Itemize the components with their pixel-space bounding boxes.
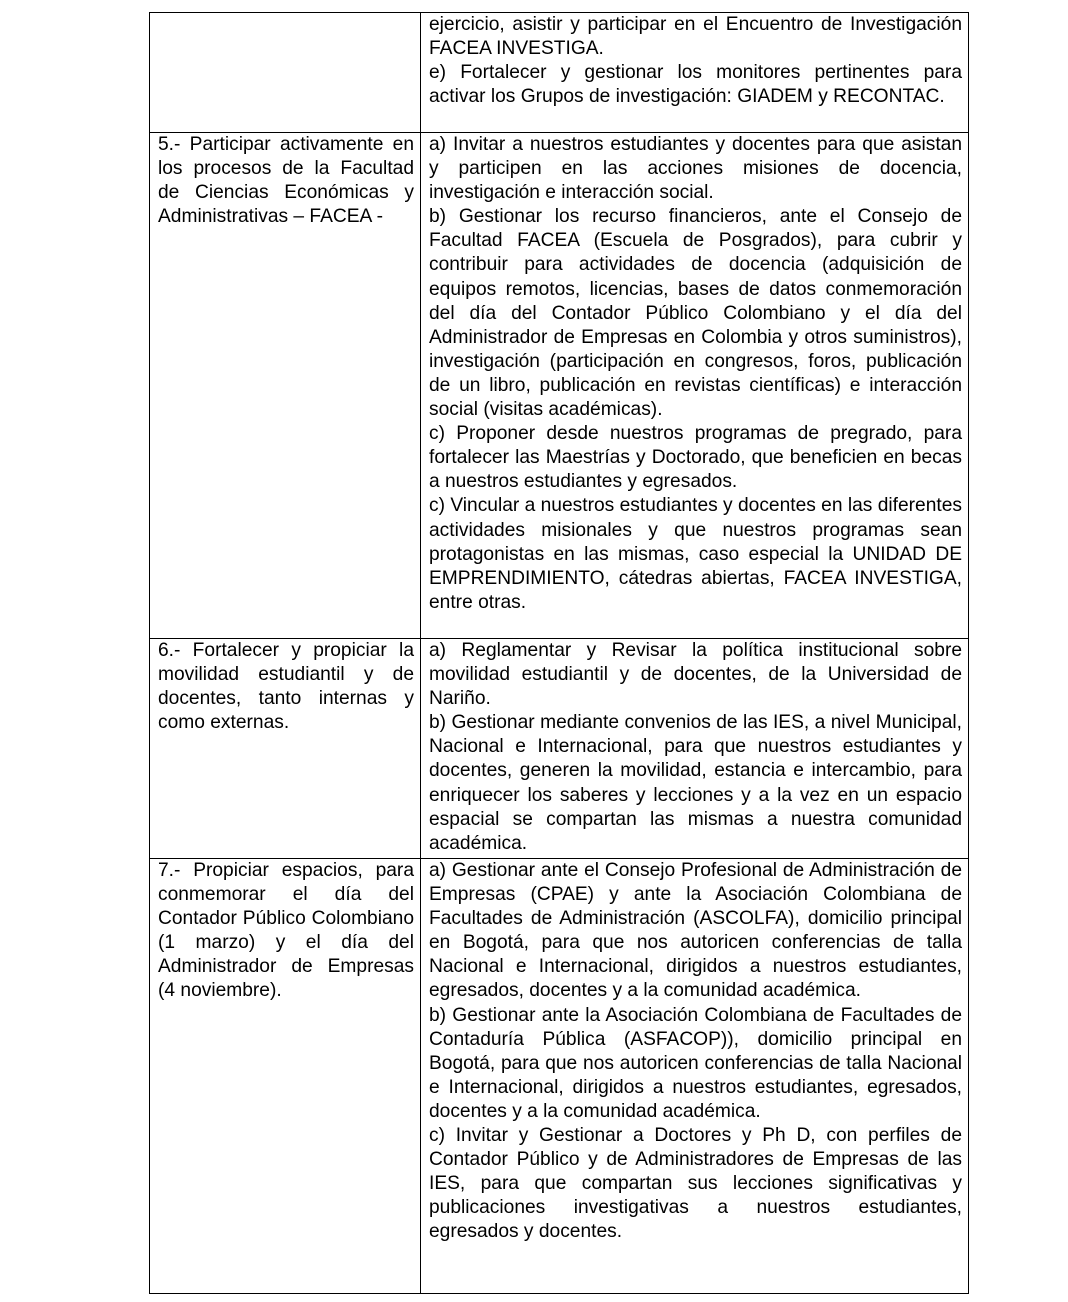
action-item: e) Fortalecer y gestionar los monitores pertinentes para activar los Grupos de investigación: GIADEM y RECONTAC. [429,62,962,108]
action-item: c) Proponer desde nuestros programas de pregrado, para fortalecer las Maestrías y Doctorado, que beneficien en becas a nuestros estudiantes y egresados. [429,423,962,493]
objective-cell: 5.- Participar activamente en los procesos de la Facultad de Ciencias Económicas y Administrativas – FACEA - [150,133,421,639]
action-item: b) Gestionar mediante convenios de las IES, a nivel Municipal, Nacional e Internacional, para que nuestros estudiantes y docentes, generen la movilidad, estancia e intercambio, para enriquecer los saberes y lecciones y a la vez en un espacio espacial se compartan las mismas a nuestra comunidad académica. [429,712,962,854]
action-item: c) Vincular a nuestros estudiantes y docentes en las diferentes actividades misionales y que nuestros programas sean protagonistas en las mismas, caso especial la UNIDAD DE EMPRENDIMIENTO, cátedras abiertas, FACEA INVESTIGA, entre otras. [429,495,962,613]
table-row [150,13,969,133]
action-item: a) Reglamentar y Revisar la política institucional sobre movilidad estudiantil y de docentes, de la Universidad de Nariño. [429,640,962,710]
table-row [150,639,969,859]
actions-cell [421,13,969,133]
table-row [150,133,969,639]
action-item: ejercicio, asistir y participar en el Encuentro de Investigación FACEA INVESTIGA. [429,14,962,60]
action-item: b) Gestionar ante la Asociación Colombiana de Facultades de Contaduría Pública (ASFACOP)), domicilio principal en Bogotá, para que nos autoricen conferencias de talla Nacional e Internacional, dirigidos a nuestros estudiantes, egresados, docentes y a la comunidad académica. [429,1004,962,1122]
action-item: b) Gestionar los recurso financieros, ante el Consejo de Facultad FACEA (Escuela de Posgrados), para cubrir y contribuir para actividades de docencia (adquisición de equipos remotos, licencias, bases de datos conmemoración del día del Contador Público Colombiano y el día del Administrador de Empresas en Colombia y otros suministros), investigación (participación en congresos, foros, publicación de un libro, publicación en revistas científicas) e interacción social (visitas académicas). [429,206,962,421]
objective-cell: 7.- Propiciar espacios, para conmemorar el día del Contador Público Colombiano (1 marzo) y el día del Administrador de Empresas (4 noviembre). [150,859,421,1294]
actions-cell [421,133,969,639]
actions-cell [421,639,969,859]
objective-cell: 6.- Fortalecer y propiciar la movilidad estudiantil y de docentes, tanto internas y como externas. [150,639,421,859]
action-item: c) Invitar y Gestionar a Doctores y Ph D, con perfiles de Contador Público y de Administradores de Empresas de las IES, para que compartan sus lecciones significativas y publicaciones investigativas a nuestros estudiantes, egresados y docentes. [429,1125,962,1243]
plan-table [149,12,969,1294]
action-item: a) Invitar a nuestros estudiantes y docentes para que asistan y participen en las acciones misiones de docencia, investigación e interacción social. [429,134,962,204]
actions-cell [421,859,969,1294]
table-row [150,859,969,1294]
objective-cell [150,13,421,133]
action-item: a) Gestionar ante el Consejo Profesional de Administración de Empresas (CPAE) y ante la Asociación Colombiana de Facultades de Administración (ASCOLFA), domicilio principal en Bogotá, para que nos autoricen conferencias de talla Nacional e Internacional, dirigidos a nuestros estudiantes, egresados, docentes y a la comunidad académica. [429,860,962,1002]
